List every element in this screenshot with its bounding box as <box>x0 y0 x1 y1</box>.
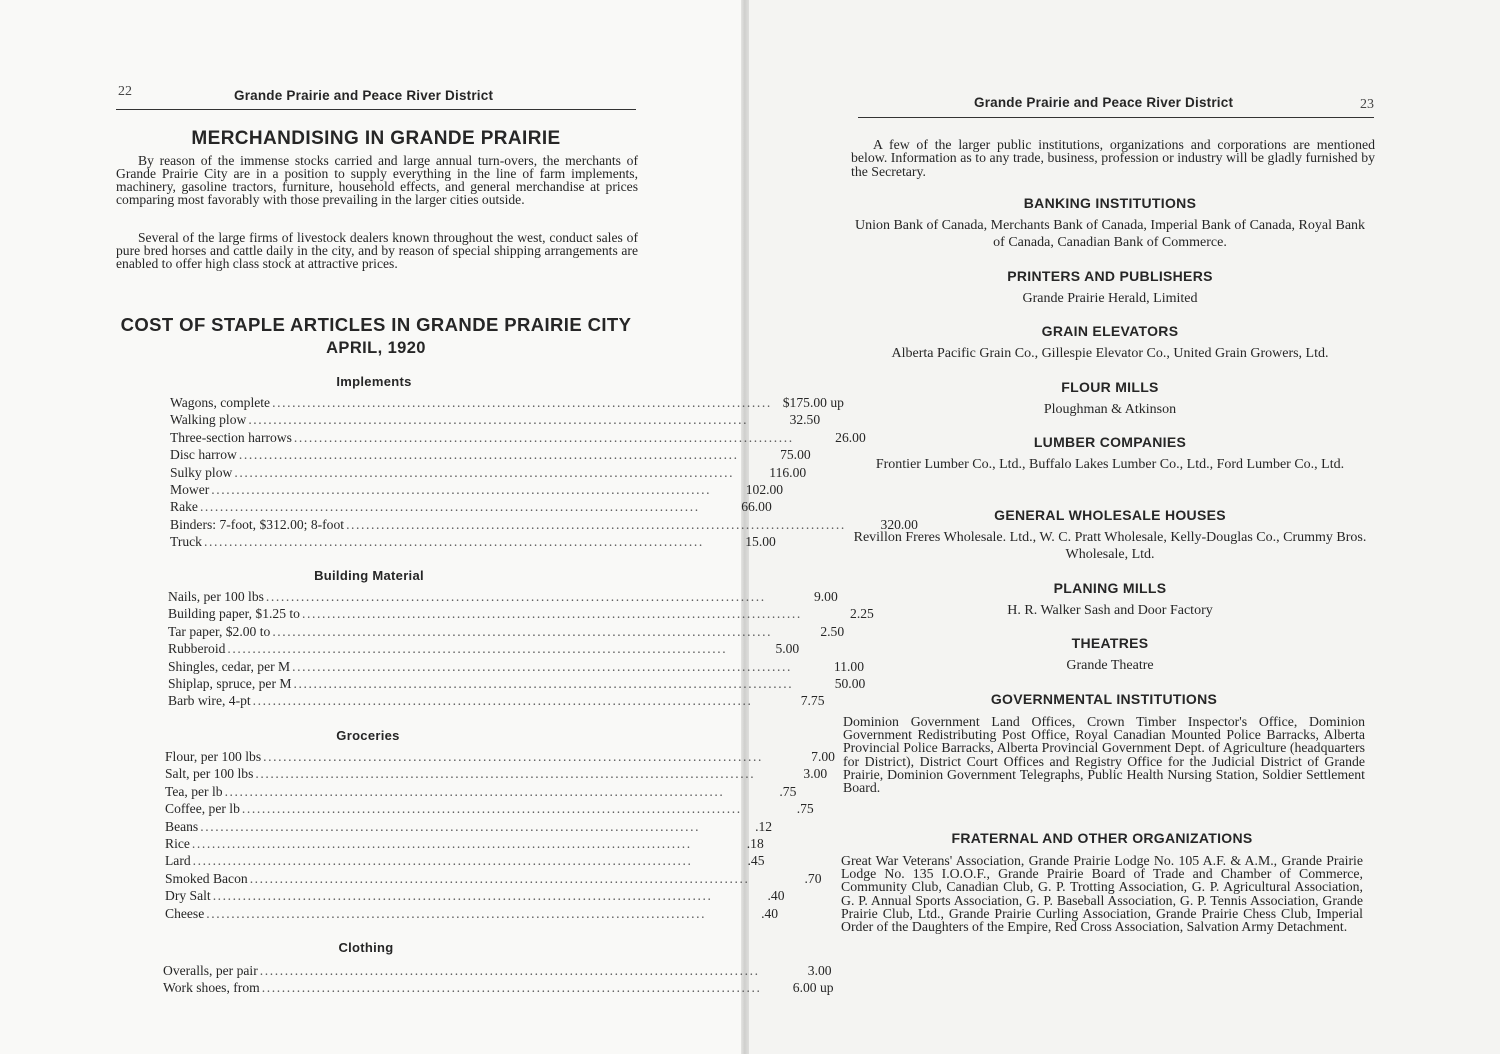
item-price: 75.00 <box>780 447 811 463</box>
price-row <box>170 395 844 412</box>
item-label: Cheese <box>165 905 205 921</box>
section-title: GENERAL WHOLESALE HOUSES <box>994 507 1226 523</box>
section-title: PRINTERS AND PUBLISHERS <box>1007 268 1213 284</box>
item-price: 66.00 <box>741 499 772 515</box>
item-label: Tea, per lb <box>165 783 223 799</box>
item-price: 116.00 <box>769 464 807 480</box>
item-label: Walking plow <box>170 412 247 428</box>
section-title: BANKING INSTITUTIONS <box>1023 195 1197 211</box>
clothing-price-list <box>163 963 834 998</box>
section-body: Frontier Lumber Co., Ltd., Buffalo Lakes Lumber Co., Ltd., Ford Lumber Co., Ltd. <box>875 457 1345 472</box>
item-price: .45 <box>747 853 765 869</box>
item-label: Smoked Bacon <box>165 870 248 886</box>
leader-dots: .................................................................................................... <box>227 641 728 657</box>
item-label: Rake <box>170 499 198 515</box>
section-body: Revillon Freres Wholesale. Ltd., W. C. Pratt Wholesale, Kelly-Douglas Co., Crummy Bros. Wholesale, Ltd. <box>853 530 1367 562</box>
item-price: 7.00 <box>811 749 835 764</box>
item-label: Work shoes, from <box>163 980 260 996</box>
item-price: 9.00 <box>813 589 838 604</box>
item-price: 7.75 <box>800 693 825 709</box>
leader-dots: .................................................................................................... <box>255 766 756 782</box>
price-row <box>165 835 764 853</box>
item-label: Dry Salt <box>165 888 211 904</box>
section-body: Grande Theatre <box>1066 658 1154 673</box>
item-price: 15.00 <box>745 534 776 550</box>
price-row <box>170 464 807 482</box>
price-row <box>165 870 822 888</box>
merchandising-paragraph-1: By reason of the immense stocks carried and large annual turn-overs, the merchants of Grande Prairie City are in a position to supply everything in the line of farm implements, machinery, gasoline tractors, furniture, household effects, and general merchandise at prices comparing most favorably with those prevailing in the larger cities outside. <box>116 153 638 207</box>
price-row <box>170 516 918 534</box>
price-row <box>168 658 864 676</box>
item-label: Building paper, $1.25 to <box>168 606 300 622</box>
item-price: 2.50 <box>820 623 845 639</box>
section-theatres <box>845 635 1375 674</box>
leader-dots: .................................................................................................... <box>248 412 749 428</box>
item-price: 102.00 <box>745 481 784 497</box>
leader-dots: .................................................................................................... <box>292 658 792 674</box>
section-body: H. R. Walker Sash and Door Factory <box>1007 603 1213 618</box>
price-row <box>170 447 811 464</box>
section-body: Alberta Pacific Grain Co., Gillespie Elevator Co., United Grain Growers, Ltd. <box>891 346 1329 361</box>
item-label: Shiplap, spruce, per M <box>168 675 292 691</box>
item-price: 2.25 <box>850 606 874 622</box>
item-price: .70 <box>804 870 822 886</box>
right-running-head: Grande Prairie and Peace River District <box>974 95 1234 110</box>
section-grain-elevators <box>845 323 1375 362</box>
category-clothing-heading: Clothing <box>338 940 394 955</box>
price-row <box>168 623 845 641</box>
groceries-price-list <box>165 749 835 923</box>
item-price: .40 <box>767 888 785 904</box>
item-price: .75 <box>779 783 797 799</box>
item-price: 320.00 <box>880 516 918 532</box>
price-row <box>165 783 797 801</box>
leader-dots: .................................................................................................... <box>293 675 794 691</box>
price-row <box>170 534 776 551</box>
price-row <box>165 801 814 818</box>
price-row <box>168 693 825 710</box>
item-label: Disc harrow <box>170 447 237 463</box>
price-row <box>168 675 866 693</box>
section-body: Ploughman & Atkinson <box>1043 402 1177 417</box>
right-header-rule <box>858 117 1374 118</box>
item-label: Flour, per 100 lbs <box>165 749 262 764</box>
left-header-rule <box>116 109 636 110</box>
leader-dots: .................................................................................................... <box>301 606 802 622</box>
section-title: THEATRES <box>1071 635 1149 651</box>
item-price: 26.00 <box>835 429 866 445</box>
item-price: .12 <box>755 818 773 834</box>
price-row <box>168 641 800 658</box>
item-price: 11.00 <box>833 658 864 674</box>
price-row <box>170 429 866 447</box>
price-row <box>168 606 874 623</box>
price-row <box>168 589 838 606</box>
section-flour-mills <box>845 379 1375 418</box>
item-label: Beans <box>165 818 199 834</box>
leader-dots: .................................................................................................... <box>265 589 766 604</box>
leader-dots: .................................................................................................... <box>212 888 713 904</box>
item-label: Shingles, cedar, per M <box>168 658 291 674</box>
section-printers <box>845 268 1375 307</box>
price-row <box>165 888 785 905</box>
merchandising-title: MERCHANDISING IN GRANDE PRAIRIE <box>191 128 561 149</box>
section-title: FRATERNAL AND OTHER ORGANIZATIONS <box>951 830 1253 846</box>
section-title: GRAIN ELEVATORS <box>1041 323 1179 339</box>
item-label: Rice <box>165 835 190 851</box>
item-price: 6.00 up <box>792 980 834 996</box>
item-label: Lard <box>165 853 191 869</box>
leader-dots: .................................................................................................... <box>211 481 712 497</box>
leader-dots: .................................................................................................... <box>234 464 735 480</box>
cost-date: APRIL, 1920 <box>326 339 426 357</box>
category-building-material-heading: Building Material <box>314 568 424 583</box>
price-row <box>165 749 835 766</box>
section-body: Union Bank of Canada, Merchants Bank of Canada, Imperial Bank of Canada, Royal Bank of Canada, Canadian Bank of Commerce. <box>854 218 1366 250</box>
item-label: Mower <box>170 481 210 497</box>
leader-dots: .................................................................................................... <box>261 980 762 996</box>
left-running-head: Grande Prairie and Peace River District <box>234 88 494 103</box>
item-label: Salt, per 100 lbs <box>165 766 254 782</box>
leader-dots: .................................................................................................... <box>252 693 753 709</box>
price-row <box>170 412 821 429</box>
section-title: GOVERNMENTAL INSTITUTIONS <box>990 691 1218 707</box>
merchandising-paragraph-2: Several of the large firms of livestock dealers known throughout the west, conduct sales of pure bred horses and cattle daily in the city, and by reason of special shipping arrangements are enabled to offer high class stock at attractive prices. <box>116 230 638 271</box>
price-row <box>170 499 772 516</box>
price-row <box>165 853 765 870</box>
leader-dots: .................................................................................................... <box>199 499 700 515</box>
category-implements-heading: Implements <box>336 374 412 389</box>
item-label: Rubberoid <box>168 641 226 657</box>
item-label: Wagons, complete <box>170 395 271 410</box>
leader-dots: .................................................................................................... <box>346 516 846 532</box>
item-label: Binders: 7-foot, $312.00; 8-foot <box>170 516 345 532</box>
item-label: Truck <box>170 534 202 550</box>
leader-dots: .................................................................................................... <box>206 905 707 921</box>
leader-dots: .................................................................................................... <box>203 534 704 550</box>
leader-dots: .................................................................................................... <box>263 749 763 764</box>
price-row <box>165 818 773 836</box>
price-row <box>165 905 779 923</box>
item-price: 50.00 <box>834 675 866 691</box>
section-planing-mills <box>845 580 1375 619</box>
category-groceries-heading: Groceries <box>336 728 400 743</box>
right-page-number: 23 <box>1360 97 1374 112</box>
leader-dots: .................................................................................................... <box>272 623 773 639</box>
item-label: Sulky plow <box>170 464 233 480</box>
leader-dots: .................................................................................................... <box>191 835 692 851</box>
item-price: $175.00 up <box>782 395 844 410</box>
item-label: Nails, per 100 lbs <box>168 589 264 604</box>
section-title: LUMBER COMPANIES <box>1033 434 1187 450</box>
price-row <box>163 980 834 997</box>
section-governmental <box>843 691 1365 794</box>
item-price: .40 <box>761 905 779 921</box>
section-title: FLOUR MILLS <box>1061 379 1159 395</box>
section-body: Great War Veterans' Association, Grande Prairie Lodge No. 105 A.F. & A.M., Grande Prairie Lodge No. 135 I.O.O.F., Grande Prairie Board of Trade and Chamber of Commerce, Community Club, Canadian Club, G. P. Trotting Association, G. P. Agricultural Association, G. P. Annual Sports Association, G. P. Baseball Association, G. P. Tennis Association, Grande Prairie Club, Ltd., Grande Prairie Curling Association, Grande Prairie Chess Club, Imperial Order of the Daughters of the Empire, Red Cross Association, Salvation Army Detachment. <box>841 853 1363 935</box>
leader-dots: .................................................................................................... <box>272 395 772 410</box>
directory-intro: A few of the larger public institutions, organizations and corporations are mentioned below. Information as to any trade, business, profession or industry will be gladly furnished by the Secretary. <box>851 137 1375 179</box>
section-fraternal <box>841 830 1363 933</box>
item-price: .18 <box>746 835 764 851</box>
price-row <box>165 766 828 783</box>
leader-dots: .................................................................................................... <box>241 801 742 817</box>
section-wholesale <box>845 507 1375 563</box>
item-price: 3.00 <box>803 766 828 782</box>
item-label: Overalls, per pair <box>163 963 258 978</box>
item-label: Coffee, per lb <box>165 801 240 817</box>
building-material-price-list <box>168 589 874 711</box>
item-label: Tar paper, $2.00 to <box>168 623 271 639</box>
price-row <box>170 481 784 499</box>
item-label: Barb wire, 4-pt <box>168 693 251 709</box>
implements-price-list <box>170 395 918 552</box>
leader-dots: .................................................................................................... <box>293 429 794 445</box>
leader-dots: .................................................................................................... <box>259 963 760 978</box>
leader-dots: .................................................................................................... <box>224 783 725 799</box>
item-price: .75 <box>796 801 814 817</box>
item-label: Three-section harrows <box>170 429 292 445</box>
section-title: PLANING MILLS <box>1053 580 1167 596</box>
section-body: Grande Prairie Herald, Limited <box>1022 291 1198 306</box>
section-body: Dominion Government Land Offices, Crown Timber Inspector's Office, Dominion Government Redistributing Post Office, Royal Canadian Mounted Police Barracks, Alberta Provincial Police Barracks, Alberta Provincial Government Dept. of Agriculture (headquarters for District), District Court Offices and Registry Office for the Judicial District of Grande Prairie, Dominion Government Telegraphs, Public Health Nursing Station, Soldier Settlement Board. <box>843 714 1365 796</box>
section-lumber <box>845 434 1375 473</box>
price-row <box>163 963 832 980</box>
left-page-number: 22 <box>118 84 132 99</box>
leader-dots: .................................................................................................... <box>192 853 693 869</box>
leader-dots: .................................................................................................... <box>200 818 701 834</box>
item-price: 32.50 <box>789 412 821 428</box>
cost-title: COST OF STAPLE ARTICLES IN GRANDE PRAIRIE CITY <box>120 314 632 335</box>
section-banking <box>845 195 1375 251</box>
item-price: 3.00 <box>807 963 832 978</box>
item-price: 5.00 <box>775 641 800 657</box>
leader-dots: .................................................................................................... <box>238 447 739 463</box>
leader-dots: .................................................................................................... <box>249 870 750 886</box>
